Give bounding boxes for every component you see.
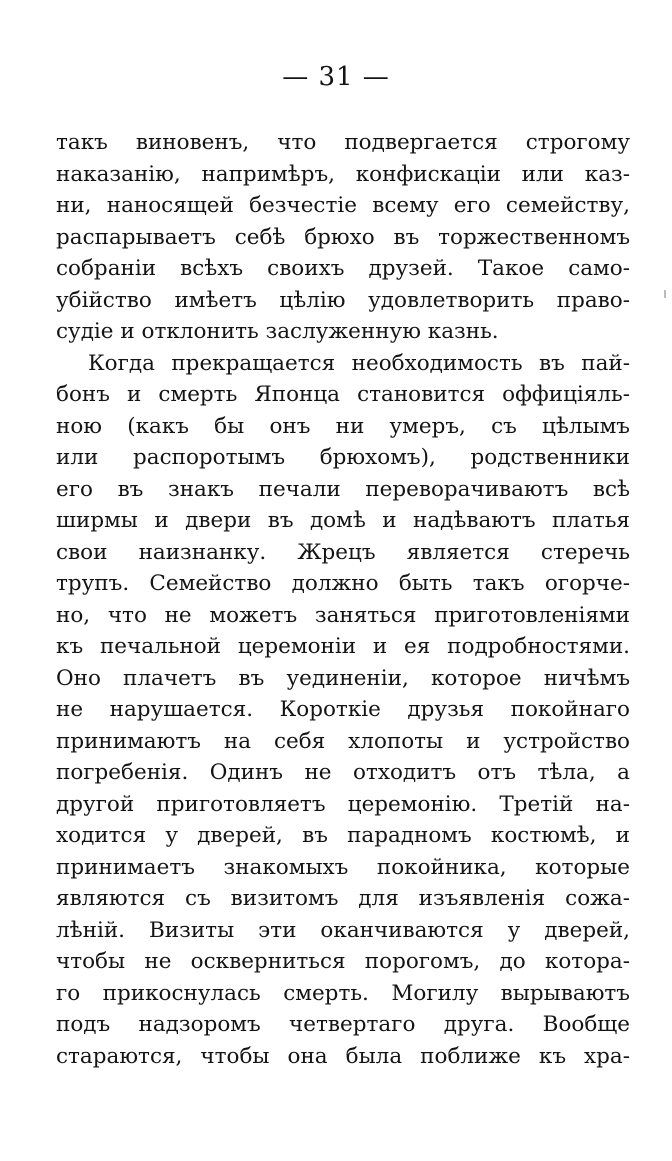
- text-line: подъ надзоромъ четвертаго друга. Вообще: [56, 1012, 630, 1037]
- text-line: погребенія. Одинъ не отходитъ отъ тѣла, а: [56, 760, 630, 785]
- text-line: лѣній. Визиты эти оканчиваются у дверей,: [56, 917, 630, 943]
- text-line: ною (какъ бы онъ ни умеръ, съ цѣлымъ: [56, 413, 630, 439]
- text-line: не нарушается. Короткіе друзья покойнаго: [56, 697, 630, 722]
- text-line: принимаютъ на себя хлопоты и устройство: [56, 728, 630, 754]
- text-line: но, что не можетъ заняться приготовленіями: [56, 602, 630, 628]
- text-line: другой приготовляетъ церемонію. Третій на-: [56, 791, 630, 817]
- text-line: стараются, чтобы она была поближе къ хра-: [56, 1043, 630, 1069]
- text-line: Когда прекращается необходимость въ пай-: [88, 350, 630, 376]
- text-line: убійство имѣетъ цѣлію удовлетворить право-: [56, 287, 630, 313]
- text-line: ни, наносящей безчестіе всему его семейству,: [56, 193, 630, 218]
- text-line: го прикоснулась смерть. Могилу вырываютъ: [56, 980, 630, 1006]
- text-line: чтобы не оскверниться порогомъ, до котора-: [56, 949, 630, 974]
- text-line: такъ виновенъ, что подвергается строгому: [56, 130, 630, 155]
- text-line: являются съ визитомъ для изъявленія сожа-: [56, 886, 630, 911]
- text-line: наказанію, напримѣръ, конфискаціи или каз-: [56, 161, 630, 187]
- text-line: свои наизнанку. Жрецъ является стеречь: [56, 539, 630, 565]
- margin-mark: [664, 290, 666, 298]
- text-line: Оно плачетъ въ уединеніи, которое ничѣмъ: [56, 665, 630, 691]
- body-text: [56, 127, 630, 1072]
- text-line: или распоротымъ брюхомъ), родственники: [56, 445, 630, 470]
- text-line: распарываетъ себѣ брюхо въ торжественномъ: [56, 224, 630, 250]
- text-line: его въ знакъ печали переворачиваютъ всѣ: [56, 476, 630, 502]
- text-line: собраніи всѣхъ своихъ друзей. Такое само-: [56, 256, 630, 281]
- text-line: ширмы и двери въ домѣ и надѣваютъ платья: [56, 508, 630, 533]
- text-line: судіе и отклонить заслуженную казнь.: [56, 319, 499, 344]
- text-line: ходится у дверей, въ парадномъ костюмѣ, и: [56, 823, 630, 848]
- text-line: принимаетъ знакомыхъ покойника, которые: [56, 854, 630, 880]
- text-line: бонъ и смерть Японца становится оффиціяль-: [56, 382, 630, 407]
- page-number: — 31 —: [282, 62, 390, 92]
- text-line: трупъ. Семейство должно быть такъ огорче-: [56, 571, 630, 596]
- text-line: къ печальной церемоніи и ея подробностями.: [56, 634, 630, 659]
